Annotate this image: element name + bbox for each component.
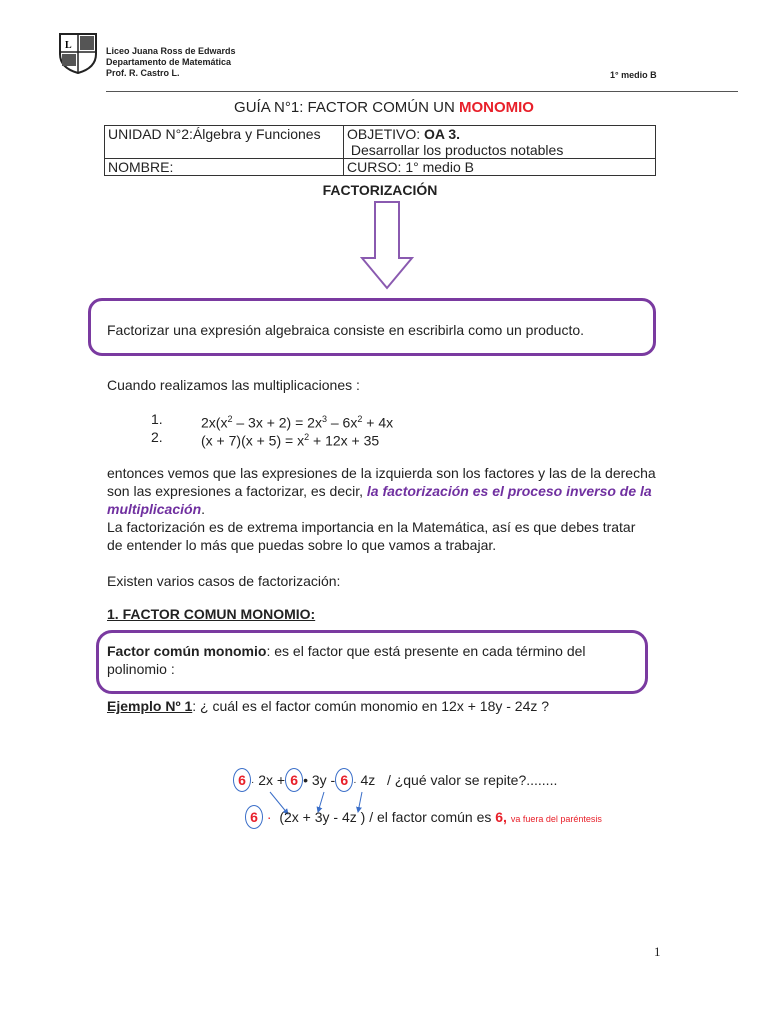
factor-circle: 6 <box>233 768 251 792</box>
example-num: 2. <box>151 429 163 445</box>
objetivo-cell <box>344 126 656 159</box>
repeat-question: / ¿qué valor se repite?........ <box>386 772 558 788</box>
intro-text: Cuando realizamos las multiplicaciones : <box>107 377 360 393</box>
factor-circle: 6 <box>285 768 303 792</box>
svg-text:L: L <box>65 40 72 51</box>
nombre-cell: NOMBRE: <box>105 159 344 176</box>
paragraph-1-end: . <box>201 501 206 517</box>
down-arrow-icon <box>360 200 414 295</box>
result-text: (2x + 3y - 4z ) / el factor común es <box>279 809 496 825</box>
paragraph-2: La factorización es de extrema importancia en la Matemática, así es que debes tratar de entender lo más que puedas sobre lo que vamos a trabajar. <box>107 519 636 553</box>
teacher-name: Prof. R. Castro L. <box>106 68 180 78</box>
page-title <box>0 99 768 116</box>
example-line-1 <box>151 410 394 431</box>
info-table <box>104 125 656 176</box>
header-divider <box>106 91 738 92</box>
definition-text: Factorizar una expresión algebraica consiste en escribirla como un producto. <box>107 322 585 338</box>
example-expr: $(x + 7)(x + 5) = x^2 + 12x + 35$ <box>201 432 380 449</box>
factor-circle: 6 <box>335 768 353 792</box>
paragraph-1-text: entonces vemos que las expresiones de la izquierda son los factores y las de la derecha son las expresiones a factorizar, es decir, <box>107 465 656 499</box>
paragraph-1 <box>107 464 667 518</box>
case-definition-text: : es el factor que está presente en cada término del polinomio : <box>107 643 586 677</box>
paragraph-1-highlight: la factorización es el proceso inverso de la multiplicación <box>107 483 652 517</box>
objetivo-label: OBJETIVO: <box>347 126 425 142</box>
grade-label: 1° medio B <box>610 70 657 80</box>
work-line-2: 6 · (2x + 3y - 4z ) / el factor común es 6, va fuera del paréntesis <box>245 805 602 829</box>
title-prefix: GUÍA N°1: FACTOR COMÚN UN <box>234 99 459 116</box>
case-definition <box>107 642 632 678</box>
case-definition-term: Factor común monomio <box>107 643 267 659</box>
title-highlight: MONOMIO <box>458 99 534 116</box>
result-note: va fuera del paréntesis <box>510 814 602 824</box>
example-question <box>107 697 549 715</box>
objetivo-text: Desarrollar los productos notables <box>350 142 564 158</box>
paragraph-3: Existen varios casos de factorización: <box>107 573 341 589</box>
work-line-1: 6 · 2x + 6 • 3y - 6 · 4z / ¿qué valor se repite?........ <box>233 768 557 792</box>
example-label: Ejemplo Nº 1 <box>107 698 193 714</box>
section-title: FACTORIZACIÓN <box>322 182 438 198</box>
example-line-2 <box>151 428 380 449</box>
department-name: Departamento de Matemática <box>106 57 232 67</box>
curso-cell: CURSO: 1° medio B <box>344 159 656 176</box>
school-name: Liceo Juana Ross de Edwards <box>106 46 236 56</box>
page-number: 1 <box>654 944 661 959</box>
unidad-cell: UNIDAD N°2:Álgebra y Funciones <box>105 126 344 159</box>
case-title: 1. FACTOR COMUN MONOMIO: <box>107 606 316 622</box>
example-num: 1. <box>151 411 163 427</box>
example-expr: $2x(x^2 - 3x + 2) = 2x^3 - 6x^2 + 4x$ <box>201 414 394 431</box>
result-factor: 6, <box>495 809 507 825</box>
factor-circle: 6 <box>245 805 263 829</box>
objetivo-code: OA 3. <box>424 126 461 142</box>
school-logo <box>58 32 98 74</box>
example-question-text: : ¿ cuál es el factor común monomio en 12x + 18y - 24z ? <box>192 698 550 714</box>
